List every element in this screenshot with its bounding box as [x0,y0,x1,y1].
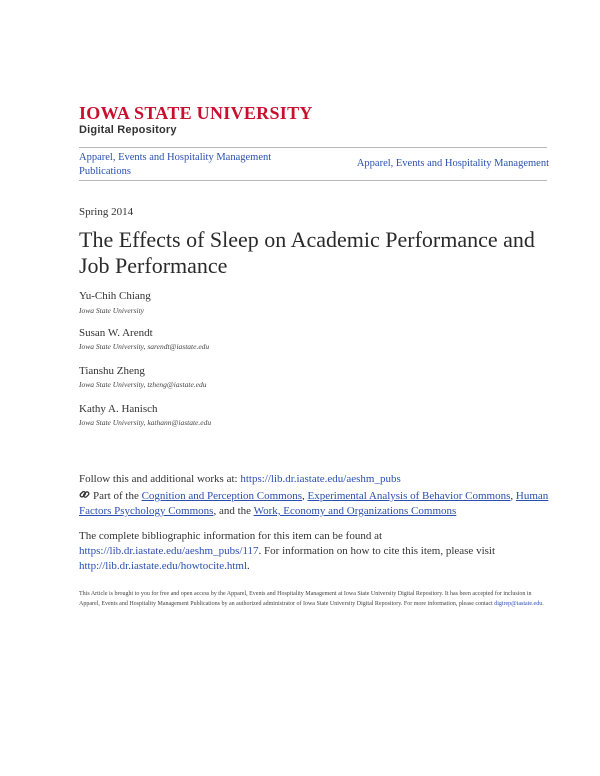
chain-link-icon [79,489,90,500]
repository-url-link[interactable]: https://lib.dr.iastate.edu/aeshm_pubs [240,473,401,485]
fine-print: This Article is brought to you for free and open access by the Apparel, Events and Hospitality Management at Iowa State University Digital Repository. It has been accepted for inclusion in Apparel, Events and Hospitality Management Publications by an authorized administrator of Iowa State University Digital Repository. For more information, please contact digirep@iastate.edu. [79,591,544,607]
commons-link[interactable]: Experimental Analysis of Behavior Commons [307,490,511,502]
item-url-link[interactable]: https://lib.dr.iastate.edu/aeshm_pubs/117 [79,545,259,557]
author-name: Kathy A. Hanisch [79,403,158,415]
author-email: kathann@iastate.edu [147,418,212,427]
author-affiliation: Iowa State University, sarendt@iastate.edu [79,342,210,351]
collection-link-department[interactable]: Apparel, Events and Hospitality Management [356,158,549,169]
author-affiliation: Iowa State University, kathann@iastate.edu [79,418,212,427]
commons-link[interactable]: Work, Economy and Organizations Commons [253,505,457,517]
university-logo: IOWA STATE UNIVERSITY [79,103,313,123]
divider-bottom [79,180,547,181]
follow-line: Follow this and additional works at: https://lib.dr.iastate.edu/aeshm_pubs [79,473,401,485]
author-affiliation: Iowa State University [79,306,144,315]
article-title: The Effects of Sleep on Academic Performance and Job Performance [79,227,535,278]
commons-link[interactable]: Human Factors Psychology Commons [79,490,549,517]
author-email: tzheng@iastate.edu [147,380,207,389]
author-affiliation: Iowa State University, tzheng@iastate.edu [79,380,207,389]
author-email: sarendt@iastate.edu [147,342,210,351]
contact-email-link[interactable]: digirep@iastate.edu [494,601,543,607]
divider-top [79,147,547,148]
commons-link[interactable]: Cognition and Perception Commons [141,490,302,502]
author-name: Yu-Chih Chiang [79,290,151,302]
commons-section: Part of the Cognition and Perception Commons, Experimental Analysis of Behavior Commons, Human Factors Psychology Commons, and the Work, Economy and Organizations Commons [79,490,549,517]
author-name: Tianshu Zheng [79,365,145,377]
repository-name: Digital Repository [79,124,177,136]
howtocite-link[interactable]: http://lib.dr.iastate.edu/howtocite.html [79,560,248,572]
citation-paragraph: The complete bibliographic information for this item can be found at https://lib.dr.iastate.edu/aeshm_pubs/117. For information on how to cite this item, please visit http://lib.dr.iastate.edu/howtocite.html. [79,530,496,572]
publication-date: Spring 2014 [79,206,134,218]
collection-link-publications[interactable]: Apparel, Events and Hospitality Management Publications [79,152,272,177]
author-name: Susan W. Arendt [79,327,153,339]
